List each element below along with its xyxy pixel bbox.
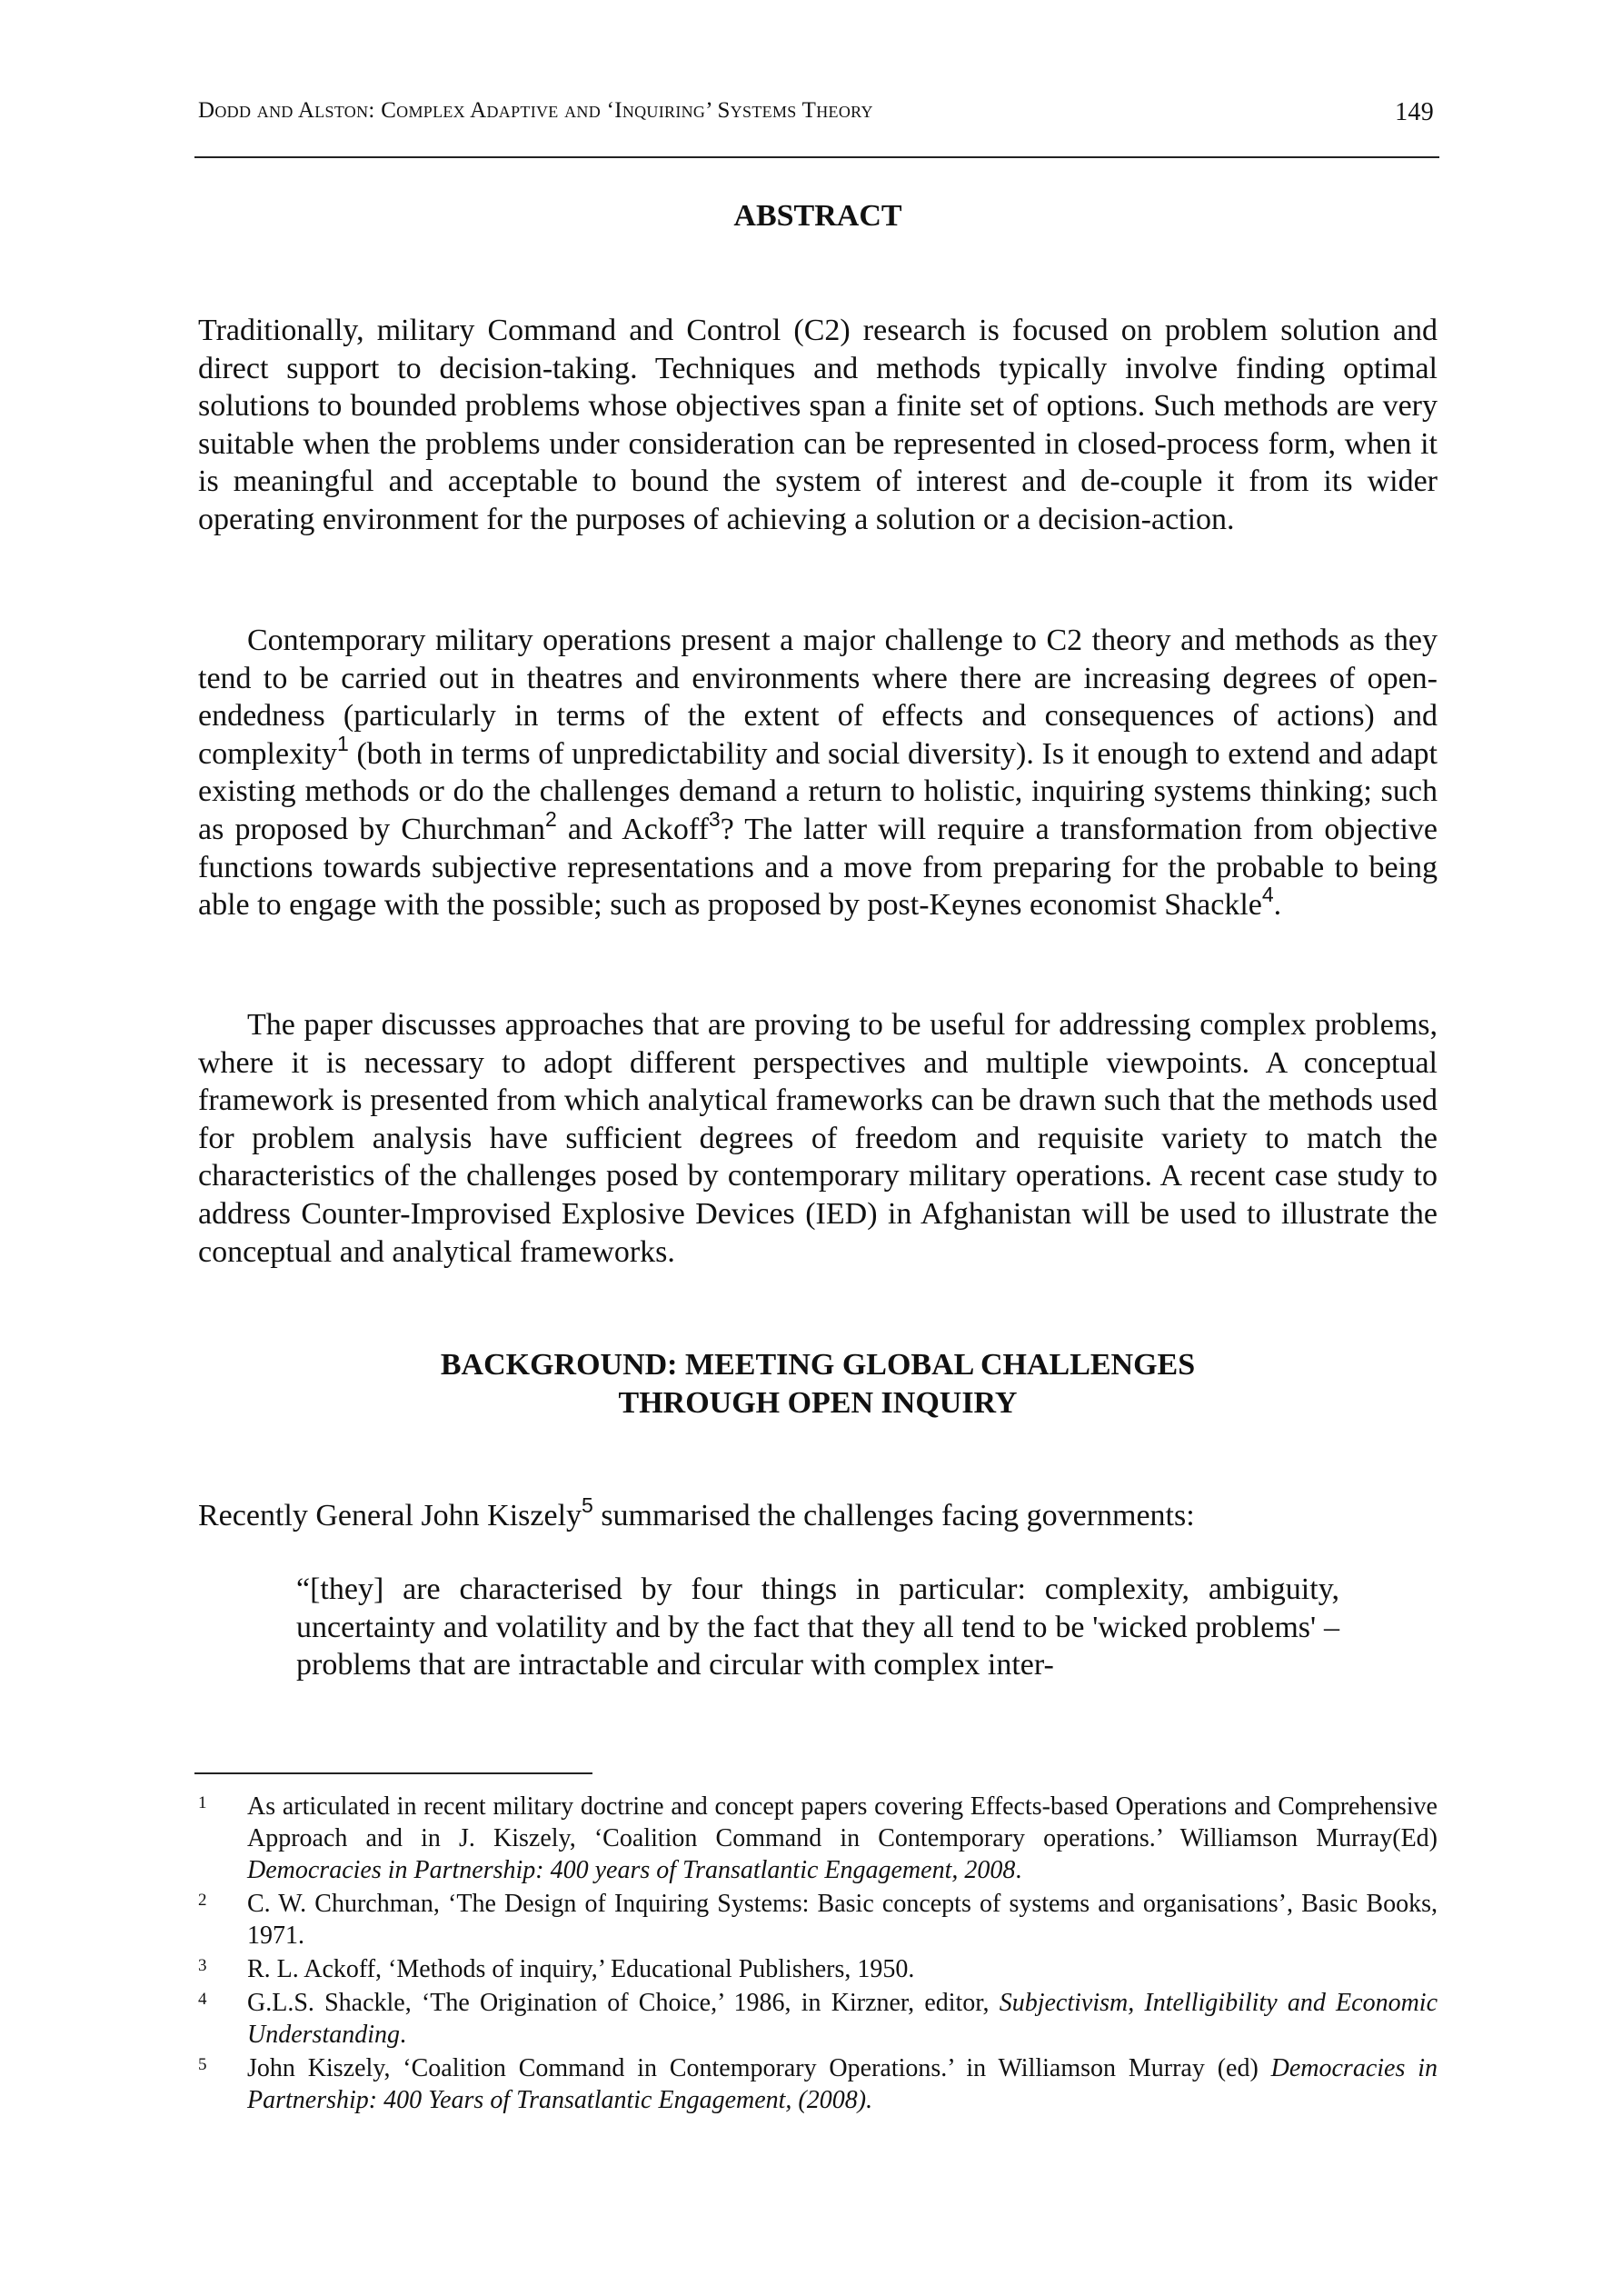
footnote-3 (198, 1953, 1438, 1985)
footnote-text: John Kiszely, ‘Coalition Command in Contemporary Operations.’ in Williamson Murray (ed) (247, 2054, 1271, 2082)
footnotes (198, 1791, 1438, 2118)
abstract-heading: ABSTRACT (733, 199, 902, 233)
footnote-text: As articulated in recent military doctrine and concept papers covering Effects-based Operations and Comprehensive Approach and in J. Kiszely, ‘Coalition Command in Contemporary operations.’ Williamson Murray(Ed) (247, 1792, 1438, 1852)
footnote-text: G.L.S. Shackle, ‘The Origination of Choice,’ 1986, in Kirzner, editor, (247, 1989, 1000, 2017)
page-number: 149 (1395, 98, 1434, 126)
footnote-4 (198, 1987, 1438, 2051)
footnote-5 (198, 2052, 1438, 2116)
p2-text-e: . (1273, 888, 1282, 923)
abstract-paragraph-1: Traditionally, military Command and Control (C2) research is focused on problem solution and direct support to decision-taking. Techniques and methods typically involve finding optimal solutions to bounded problems whose objectives span a finite set of options. Such methods are very suitable when the problems under consideration can be represented in closed-process form, when it is meaningful and acceptable to bound the system of interest and de-couple it from its wider operating environment for the purposes of achieving a solution or a decision-action. (198, 314, 1438, 536)
background-heading-line-2: THROUGH OPEN INQUIRY (618, 1386, 1018, 1420)
footnote-number: 4 (198, 1990, 207, 2009)
intro-text-a: Recently General John Kiszely (198, 1499, 582, 1532)
footnote-tail: . (400, 2021, 406, 2049)
footnote-italic: Democracies in Partnership: 400 years of Transatlantic Engagement, 2008 (247, 1856, 1016, 1884)
footnote-text: R. L. Ackoff, ‘Methods of inquiry,’ Educational Publishers, 1950. (247, 1955, 915, 1983)
footnote-ref-3[interactable]: 3 (708, 806, 721, 831)
footnote-rule (194, 1772, 592, 1774)
footnote-ref-4[interactable]: 4 (1261, 882, 1274, 906)
background-heading (198, 1346, 1438, 1423)
footnote-number: 3 (198, 1956, 207, 1975)
p2-text-a: Contemporary military operations present a major challenge to C2 theory and methods as they tend to be carried out in theatres and environments where there are increasing degrees of open-endedness (particularly in terms of the extent of effects and consequences of actions) and complexity (198, 624, 1438, 771)
footnote-ref-5[interactable]: 5 (582, 1492, 593, 1517)
footnote-number: 2 (198, 1891, 207, 1910)
footnote-number: 5 (198, 2055, 207, 2074)
footnote-1 (198, 1791, 1438, 1886)
background-intro (198, 1492, 1438, 1535)
running-head-title: Dodd and Alston: Complex Adaptive and ‘Inquiring’ Systems Theory (198, 98, 873, 123)
footnote-tail: . (1015, 1856, 1022, 1884)
footnote-italic: Subjectivism, Intelligibility and Economic Understanding (247, 1989, 1438, 2049)
p2-text-d: ? The latter will require a transformation from objective functions towards subjective representations and a move from preparing for the probable to being able to engage with the possible; such as proposed by post-Keynes economist Shackle (198, 812, 1438, 923)
footnote-ref-1[interactable]: 1 (336, 731, 349, 755)
background-heading-line-1: BACKGROUND: MEETING GLOBAL CHALLENGES (440, 1348, 1196, 1382)
intro-text-b: summarised the challenges facing governments: (592, 1499, 1195, 1532)
header-rule (194, 156, 1439, 158)
abstract-paragraph-3: The paper discusses approaches that are proving to be useful for addressing complex problems, where it is necessary to adopt different perspectives and multiple viewpoints. A conceptual framework is presented from which analytical frameworks can be drawn such that the methods used for problem analysis have sufficient degrees of freedom and requisite variety to match the characteristics of the challenges posed by contemporary military operations. A recent case study to address Counter-Improvised Explosive Devices (IED) in Afghanistan will be used to illustrate the conceptual and analytical frameworks. (198, 1008, 1438, 1269)
footnote-italic: Democracies in Partnership: 400 Years of Transatlantic Engagement, (2008). (247, 2054, 1438, 2114)
footnote-number: 1 (198, 1793, 207, 1812)
footnote-2 (198, 1888, 1438, 1952)
abstract-paragraph-2 (198, 622, 1438, 924)
footnote-text: C. W. Churchman, ‘The Design of Inquiring Systems: Basic concepts of systems and organisations’, Basic Books, 1971. (247, 1890, 1438, 1950)
p2-text-b: (both in terms of unpredictability and social diversity). Is it enough to extend and adapt existing methods or do the challenges demand a return to holistic, inquiring systems thinking; such as proposed by Churchman (198, 736, 1438, 846)
p2-text-c: and Ackoff (556, 812, 709, 846)
footnote-ref-2[interactable]: 2 (544, 806, 557, 831)
block-quote: “[they] are characterised by four things in particular: complexity, ambiguity, uncertainty and volatility and by the fact that they all tend to be 'wicked problems' – problems that are intractable and circular with complex inter- (296, 1572, 1339, 1682)
running-header (198, 98, 1438, 124)
